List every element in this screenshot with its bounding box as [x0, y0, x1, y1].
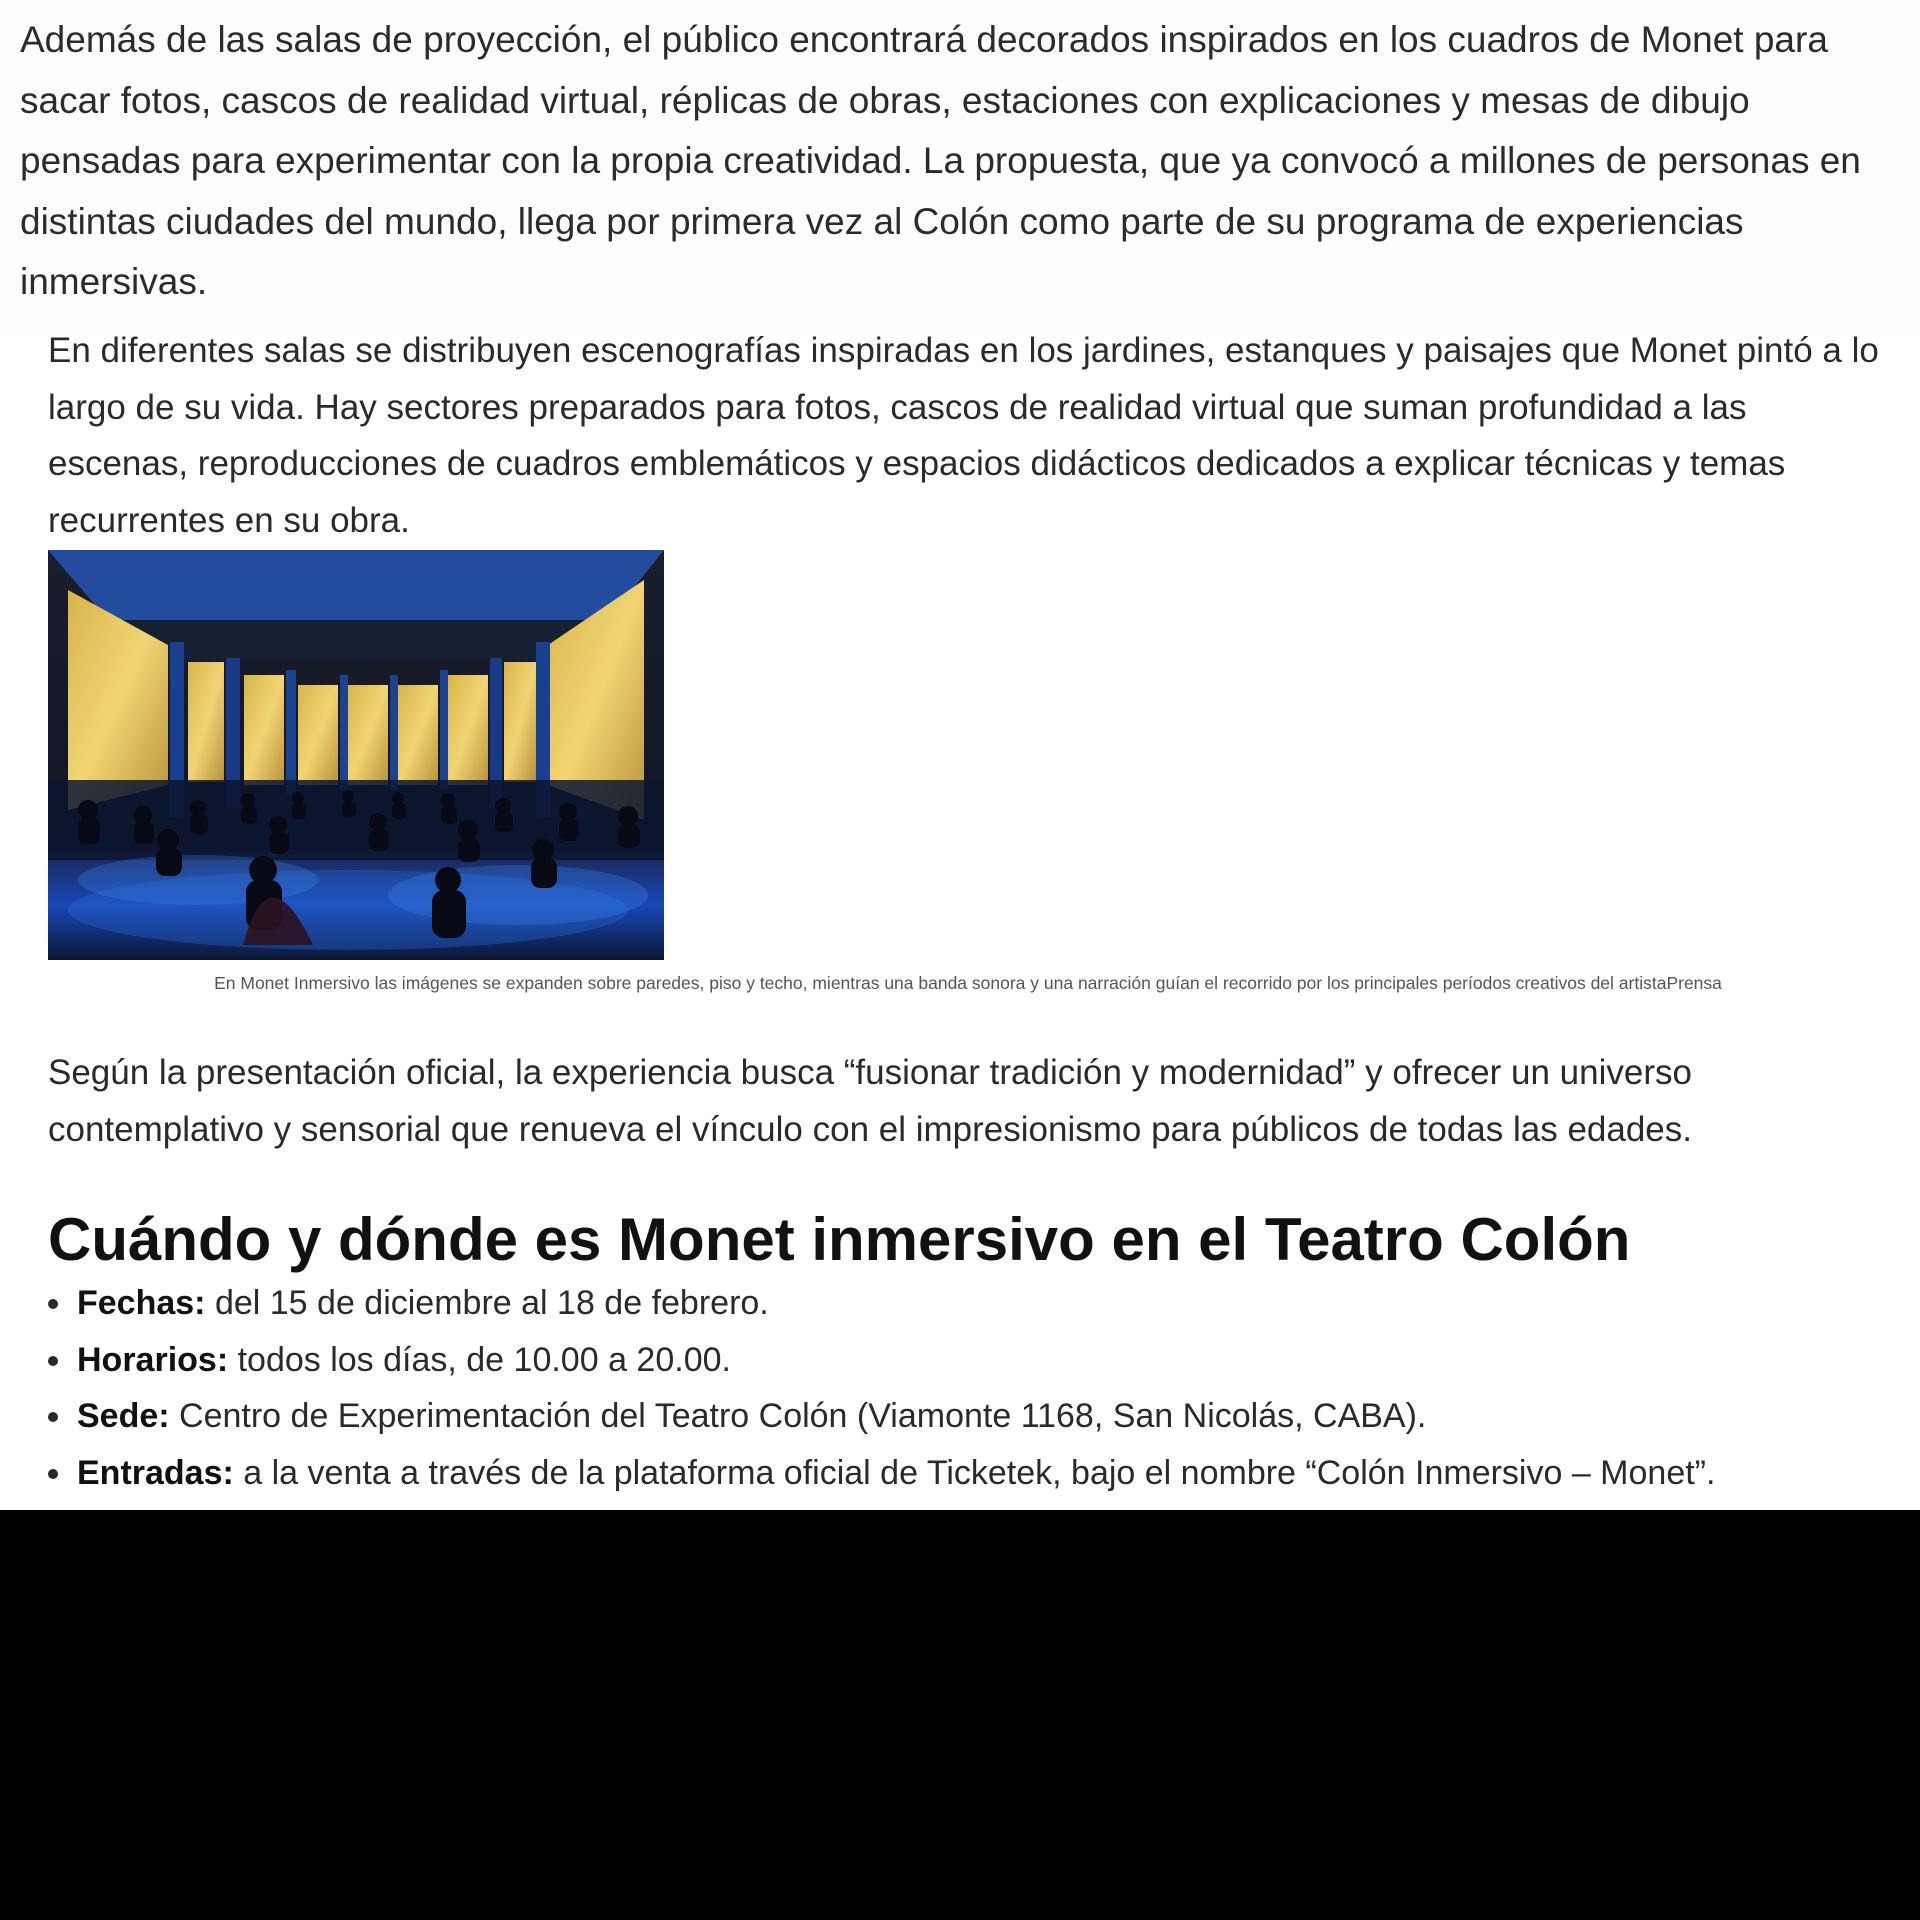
bullet-icon: [48, 1299, 58, 1309]
section-heading: Cuándo y dónde es Monet inmersivo en el Teatro Colón: [48, 1206, 1631, 1273]
lead-paragraph: Además de las salas de proyección, el público encontrará decorados inspirados en los cuadros de Monet para sacar fotos, cascos de realidad virtual, réplicas de obras, estaciones con explicaciones y mesas de dibujo pensadas para experimentar con la propia creatividad. La propuesta, que ya convocó a millones de personas en distintas ciudades del mundo, llega por primera vez al Colón como parte de su programa de experiencias inmersivas.: [20, 19, 1861, 302]
photo-illustration: [48, 550, 664, 960]
list-item-tickets: [48, 1445, 1908, 1502]
item-value: todos los días, de 10.00 a 20.00.: [228, 1340, 731, 1379]
item-label: Entradas:: [77, 1453, 234, 1492]
item-value: Centro de Experimentación del Teatro Colón (Viamonte 1168, San Nicolás, CABA).: [169, 1397, 1427, 1435]
bullet-icon: [48, 1412, 58, 1422]
bullet-icon: [48, 1469, 58, 1479]
bullet-icon: [48, 1356, 58, 1366]
item-label: Horarios:: [77, 1340, 229, 1379]
list-item-venue: [48, 1388, 1908, 1445]
photo-caption: En Monet Inmersivo las imágenes se expanden sobre paredes, piso y techo, mientras una banda sonora y una narración guían el recorrido por los principales períodos creativos del artistaPrensa: [214, 973, 1722, 993]
lead-section: [0, 0, 1920, 330]
list-item-dates: [48, 1275, 1908, 1332]
immersive-gallery-photo[interactable]: [48, 550, 664, 960]
list-item-schedule: [48, 1332, 1908, 1389]
item-label: Sede:: [77, 1397, 170, 1435]
item-value: del 15 de diciembre al 18 de febrero.: [205, 1284, 769, 1322]
item-value: a la venta a través de la plataforma oficial de Ticketek, bajo el nombre “Colón Inmersivo – Monet”.: [233, 1453, 1716, 1492]
body-paragraph: En diferentes salas se distribuyen escenografías inspiradas en los jardines, estanques y paisajes que Monet pintó a lo largo de su vida. Hay sectores preparados para fotos, cascos de realidad virtual que suman profundidad a las escenas, reproducciones de cuadros emblemáticos y espacios didácticos dedicados a explicar técnicas y temas recurrentes en su obra.: [48, 331, 1879, 540]
event-details-list: [48, 1275, 1908, 1501]
item-label: Fechas:: [77, 1284, 206, 1322]
body-paragraph: Según la presentación oficial, la experiencia busca “fusionar tradición y modernidad” y ofrecer un universo contemplativo y sensorial que renueva el vínculo con el impresionismo para públicos de todas las edades.: [48, 1053, 1692, 1149]
